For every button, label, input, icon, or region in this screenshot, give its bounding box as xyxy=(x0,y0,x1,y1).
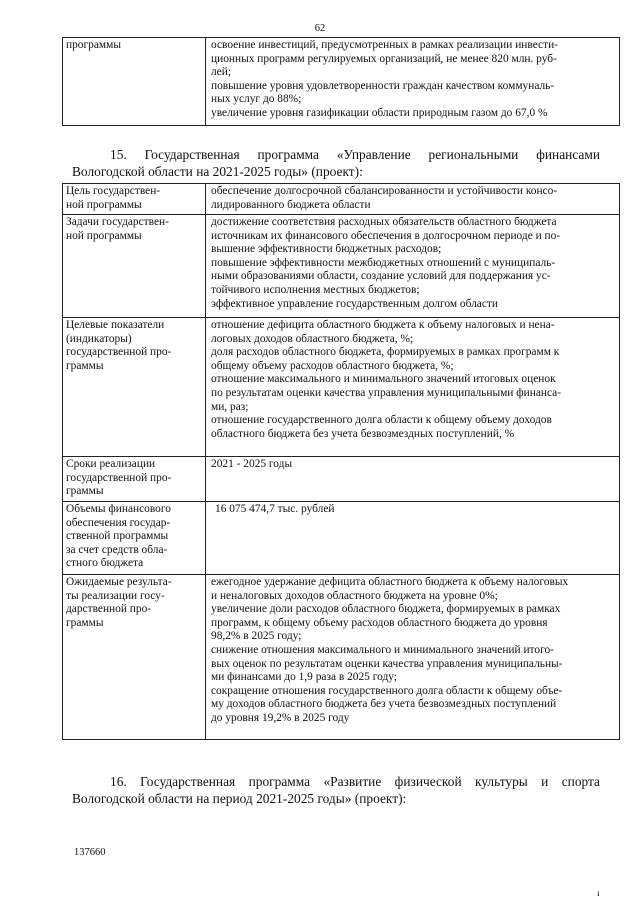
label-line: ты реализации госу- xyxy=(66,589,165,602)
content-line: ми, раз; xyxy=(211,400,249,413)
content-line: обеспечение долгосрочной сбалансированности и устойчивости консо- xyxy=(211,185,558,197)
content-line: логовых доходов областного бюджета, %; xyxy=(211,332,414,345)
label-line: граммы xyxy=(66,359,104,372)
row-content xyxy=(206,502,620,575)
label-line: граммы xyxy=(66,485,104,498)
label-line: программы xyxy=(66,39,121,51)
label-line: Задачи государствен- xyxy=(66,216,169,228)
label-line: Объемы финансового xyxy=(66,503,171,515)
table-row xyxy=(63,215,620,318)
heading-line: 16. Государственная программа «Развитие физической культуры и спорта xyxy=(110,774,600,789)
row-content xyxy=(206,38,620,126)
content-line: эффективное управление государственным долгом области xyxy=(211,297,498,310)
row-content xyxy=(206,457,620,502)
content-line: снижение отношения максимального и минимального значений итого- xyxy=(211,643,554,656)
label-line: стного бюджета xyxy=(66,557,144,570)
content-line: му доходов областного бюджета без учета безвозмездных поступлений xyxy=(211,698,557,711)
content-line: повышение эффективности межбюджетных отношений с муниципаль- xyxy=(211,256,556,269)
label-line: Цель государствен- xyxy=(66,185,161,197)
row-label xyxy=(63,502,206,575)
label-line: Целевые показатели xyxy=(66,319,165,331)
heading-line: Вологодской области на 2021-2025 годы» (проект): xyxy=(72,164,363,179)
label-line: ственной программы xyxy=(66,530,169,543)
content-line: вышение эффективности бюджетных расходов; xyxy=(211,243,442,256)
label-line: граммы xyxy=(66,616,104,629)
content-line: повышение уровня удовлетворенности граждан качеством коммуналь- xyxy=(211,79,555,92)
row-label xyxy=(63,457,206,502)
content-line: 16 075 474,7 тыс. рублей xyxy=(215,503,335,515)
content-line: источникам их финансового обеспечения в долгосрочном периоде и по- xyxy=(211,229,561,242)
content-line: отношение максимального и минимального значений итоговых оценок xyxy=(211,373,556,386)
label-line: государственной про- xyxy=(66,346,172,359)
document-code: 137660 xyxy=(74,847,106,858)
row-label xyxy=(63,575,206,740)
content-line: увеличение уровня газификации области природным газом до 67,0 % xyxy=(211,106,548,119)
label-line: дарственной про- xyxy=(66,603,152,616)
table-row xyxy=(63,457,620,502)
content-line: областного бюджета без учета безвозмездных поступлений, % xyxy=(211,427,515,440)
row-content xyxy=(206,215,620,318)
content-line: общему объему расходов областного бюджета, %; xyxy=(211,359,454,372)
content-line: программ, к общему объему расходов областного бюджета до уровня xyxy=(211,616,548,629)
label-line: ной программы xyxy=(66,229,142,242)
corner-mark: ı xyxy=(597,888,600,898)
label-line: за счет средств обла- xyxy=(66,543,168,556)
label-line: Сроки реализации xyxy=(66,458,156,470)
content-line: ных услуг до 88%; xyxy=(211,93,302,106)
content-line: по результатам оценки качества управления муниципальными финанса- xyxy=(211,386,562,399)
section-16-heading xyxy=(72,773,600,807)
content-line: до уровня 19,2% в 2025 году xyxy=(211,711,350,724)
table-row xyxy=(63,184,620,215)
content-line: освоение инвестиций, предусмотренных в рамках реализации инвести- xyxy=(211,39,558,51)
content-line: сокращение отношения государственного долга области к общему объе- xyxy=(211,684,563,697)
table-row xyxy=(63,318,620,457)
content-line: и неналоговых доходов областного бюджета на уровне 0%; xyxy=(211,589,498,602)
content-line: 98,2% в 2025 году; xyxy=(211,630,302,643)
content-line: тойчивого исполнения местных бюджетов; xyxy=(211,283,420,296)
label-line: Ожидаемые результа- xyxy=(66,576,172,588)
content-line: 2021 - 2025 годы xyxy=(211,458,293,470)
table-row xyxy=(63,502,620,575)
row-label xyxy=(63,318,206,457)
content-line: ционных программ регулируемых организаций, не менее 820 млн. руб- xyxy=(211,52,557,65)
table-row xyxy=(63,38,620,126)
content-line: лей; xyxy=(211,66,232,79)
table-row xyxy=(63,575,620,740)
section-15-heading xyxy=(72,146,600,180)
continuation-table xyxy=(62,37,620,126)
program-passport-table xyxy=(62,183,620,740)
heading-line: Вологодской области на период 2021-2025 годы» (проект): xyxy=(72,791,407,806)
content-line: вых оценок по результатам оценки качества управления муниципальны- xyxy=(211,657,563,670)
content-line: отношение дефицита областного бюджета к объему налоговых и нена- xyxy=(211,319,555,331)
content-line: достижение соответствия расходных обязательств областного бюджета xyxy=(211,216,557,228)
row-label xyxy=(63,38,206,126)
heading-line: 15. Государственная программа «Управление региональными финансами xyxy=(110,147,600,162)
label-line: (индикаторы) xyxy=(66,332,132,345)
row-label xyxy=(63,184,206,215)
page-number: 62 xyxy=(314,23,326,34)
content-line: увеличение доли расходов областного бюджета, формируемых в рамках xyxy=(211,603,561,616)
content-line: доля расходов областного бюджета, формируемых в рамках программ к xyxy=(211,346,560,359)
content-line: отношение государственного долга области к общему объему доходов xyxy=(211,414,552,427)
content-line: ми финансами до 1,9 раза в 2025 году; xyxy=(211,671,397,684)
row-label xyxy=(63,215,206,318)
row-content xyxy=(206,184,620,215)
row-content xyxy=(206,575,620,740)
content-line: ными образованиями области, создание условий для поддержания ус- xyxy=(211,270,551,283)
label-line: государственной про- xyxy=(66,471,172,484)
content-line: лидированного бюджета области xyxy=(211,198,371,211)
label-line: ной программы xyxy=(66,198,142,211)
row-content xyxy=(206,318,620,457)
label-line: обеспечения государ- xyxy=(66,516,171,529)
content-line: ежегодное удержание дефицита областного бюджета к объему налоговых xyxy=(211,576,569,588)
